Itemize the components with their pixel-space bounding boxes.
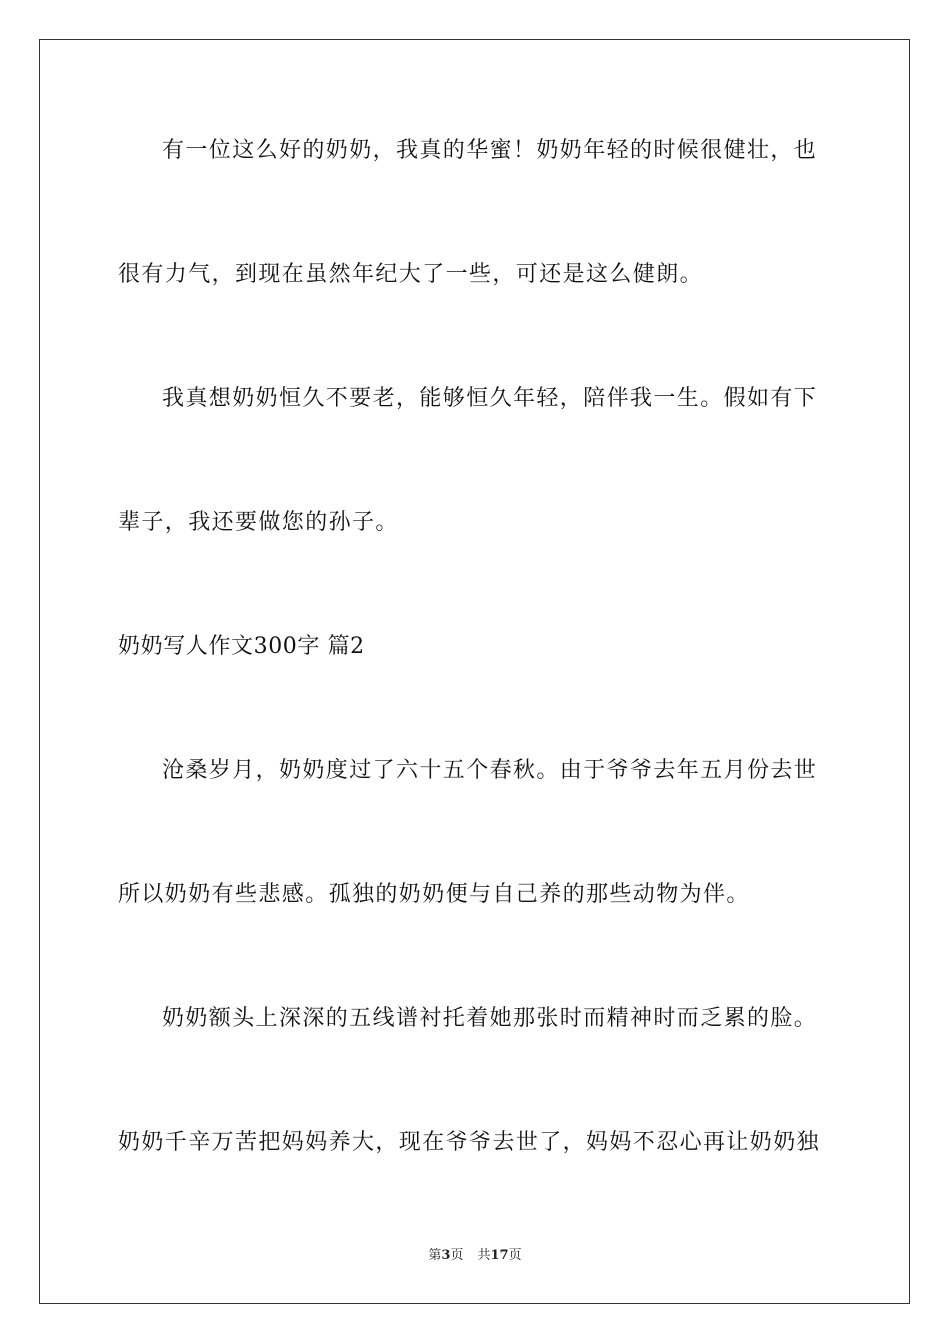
page-prefix: 第 [428,1248,442,1263]
page-frame [39,39,910,1304]
paragraph-2-line-2: 辈子，我还要做您的孙子。 [118,510,399,535]
paragraph-3-line-1: 沧桑岁月，奶奶度过了六十五个春秋。由于爷爷去年五月份去世 [162,758,818,783]
paragraph-3-line-2: 所以奶奶有些悲感。孤独的奶奶便与自己养的那些动物为伴。 [118,882,750,907]
paragraph-1-line-2: 很有力气，到现在虽然年纪大了一些，可还是这么健朗。 [118,262,704,287]
page-footer [0,1246,950,1266]
section-heading: 奶奶写人作文300字 篇2 [118,634,365,659]
page-number: 3 [441,1248,451,1263]
paragraph-4-line-1: 奶奶额头上深深的五线谱衬托着她那张时而精神时而乏累的脸。 [162,1006,818,1031]
page-suffix: 页 [450,1248,464,1263]
total-pages: 17 [490,1248,509,1263]
paragraph-4-line-2: 奶奶千辛万苦把妈妈养大，现在爷爷去世了，妈妈不忍心再让奶奶独 [118,1130,821,1155]
paragraph-1-line-1: 有一位这么好的奶奶，我真的华蜜！奶奶年轻的时候很健壮，也 [162,138,818,163]
paragraph-2-line-1: 我真想奶奶恒久不要老，能够恒久年轻，陪伴我一生。假如有下 [162,386,818,411]
total-prefix: 共 [477,1248,491,1263]
total-suffix: 页 [508,1248,522,1263]
